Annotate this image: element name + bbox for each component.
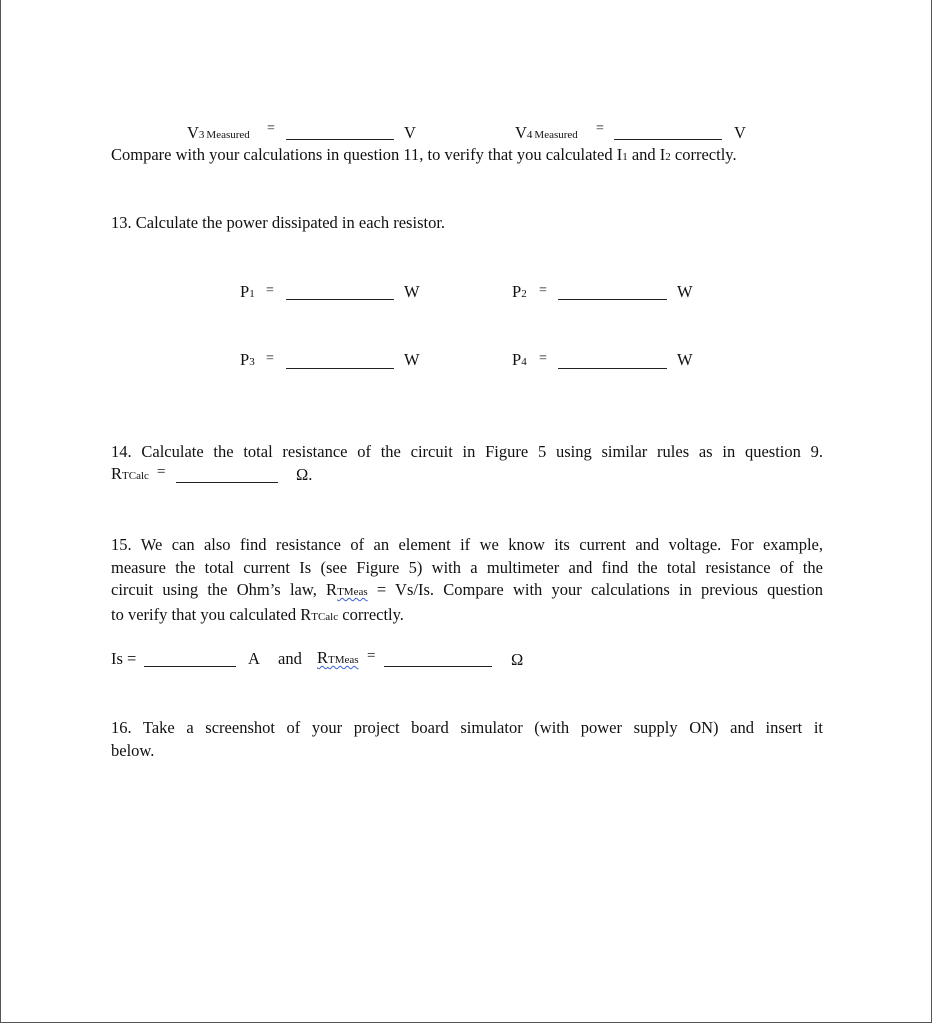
rtcalc-label bbox=[111, 464, 149, 484]
p3-label bbox=[240, 350, 255, 370]
q15-line-3-pre: circuit using the Ohm’s law, R bbox=[111, 580, 338, 599]
compare-and: and I bbox=[627, 145, 666, 164]
q16-line-2: below. bbox=[111, 740, 155, 760]
p2-symbol: P bbox=[512, 282, 522, 301]
q15-line-3 bbox=[111, 579, 823, 604]
is-answer-blank[interactable] bbox=[144, 666, 236, 667]
q15-line-4-post: correctly. bbox=[338, 604, 404, 624]
rtcalc-unit: Ω. bbox=[296, 465, 313, 484]
p1-unit: W bbox=[404, 282, 420, 301]
q15-line-3-sub: TMeas bbox=[337, 586, 368, 598]
p4-sub: 4 bbox=[521, 356, 527, 368]
i1-sub: 1 bbox=[622, 151, 628, 163]
q15-line-2: measure the total current Is (see Figure 5) with a multimeter and find the total resistance of the bbox=[111, 557, 823, 577]
rtcalc-equals: = bbox=[157, 464, 166, 480]
i2-sub: 2 bbox=[665, 151, 671, 163]
q15-line-4 bbox=[111, 604, 823, 629]
p2-label bbox=[512, 282, 527, 302]
q15-line-4-sub: TCalc bbox=[311, 610, 339, 623]
q15-line-4-pre: to verify that you calculated R bbox=[111, 604, 312, 624]
rtcalc-symbol: R bbox=[111, 464, 123, 483]
p4-answer-blank[interactable] bbox=[558, 368, 667, 369]
p3-sub: 3 bbox=[249, 356, 255, 368]
rtcalc-answer-blank[interactable] bbox=[176, 482, 278, 483]
q14-text: 14. Calculate the total resistance of the circuit in Figure 5 using similar rules as in question 9. bbox=[111, 442, 823, 461]
p4-unit: W bbox=[677, 350, 693, 369]
v4-sub: Measured bbox=[534, 129, 578, 141]
v4-symbol: V bbox=[515, 123, 527, 142]
v3-index: 3 bbox=[198, 129, 205, 141]
rtmeas-equals: = bbox=[367, 648, 376, 664]
q16-paragraph bbox=[111, 717, 823, 762]
v4-unit: V bbox=[734, 123, 746, 142]
p3-equals: = bbox=[266, 351, 274, 366]
p4-label bbox=[512, 350, 527, 370]
p1-label bbox=[240, 282, 255, 302]
v3-unit: V bbox=[404, 123, 416, 142]
p2-unit: W bbox=[677, 282, 693, 301]
v3-symbol: V bbox=[187, 123, 199, 142]
q15-line-1: 15. We can also find resistance of an element if we know its current and voltage. For example, bbox=[111, 535, 823, 554]
q16-line-1: 16. Take a screenshot of your project board simulator (with power supply ON) and insert it bbox=[111, 718, 823, 737]
p1-answer-blank[interactable] bbox=[286, 299, 394, 300]
p4-symbol: P bbox=[512, 350, 522, 369]
p2-answer-blank[interactable] bbox=[558, 299, 667, 300]
rtmeas-sub: TMeas bbox=[328, 654, 359, 666]
v3-answer-blank[interactable] bbox=[286, 139, 394, 140]
rtcalc-sub: TCalc bbox=[122, 470, 149, 482]
v4-index: 4 bbox=[526, 129, 533, 141]
p1-sub: 1 bbox=[249, 288, 255, 300]
compare-text bbox=[111, 145, 737, 165]
compare-suffix: correctly. bbox=[670, 145, 737, 164]
p1-equals: = bbox=[266, 283, 274, 298]
is-label: Is = bbox=[111, 649, 137, 668]
rtmeas-unit: Ω bbox=[511, 650, 524, 669]
v4-measured-label bbox=[515, 123, 578, 143]
q13-text: 13. Calculate the power dissipated in each resistor. bbox=[111, 213, 446, 232]
is-unit: A bbox=[248, 649, 260, 668]
p2-equals: = bbox=[539, 283, 547, 298]
p3-unit: W bbox=[404, 350, 420, 369]
v4-answer-blank[interactable] bbox=[614, 139, 722, 140]
p1-symbol: P bbox=[240, 282, 250, 301]
p2-sub: 2 bbox=[521, 288, 527, 300]
q15-line-3-post: = Vs/Is. Compare with your calculations in previous question bbox=[367, 580, 824, 599]
p3-answer-blank[interactable] bbox=[286, 368, 394, 369]
compare-prefix: Compare with your calculations in question 11, to verify that you calculated I bbox=[111, 145, 623, 164]
v3-measured-label bbox=[187, 123, 250, 143]
v3-equals: = bbox=[267, 121, 275, 136]
v4-equals: = bbox=[596, 121, 604, 136]
and-word: and bbox=[278, 649, 302, 668]
p4-equals: = bbox=[539, 351, 547, 366]
v3-sub: Measured bbox=[206, 129, 250, 141]
rtmeas-label bbox=[317, 648, 359, 668]
rtmeas-symbol: R bbox=[317, 648, 329, 667]
p3-symbol: P bbox=[240, 350, 250, 369]
rtmeas-answer-blank[interactable] bbox=[384, 666, 492, 667]
q15-paragraph bbox=[111, 534, 823, 628]
